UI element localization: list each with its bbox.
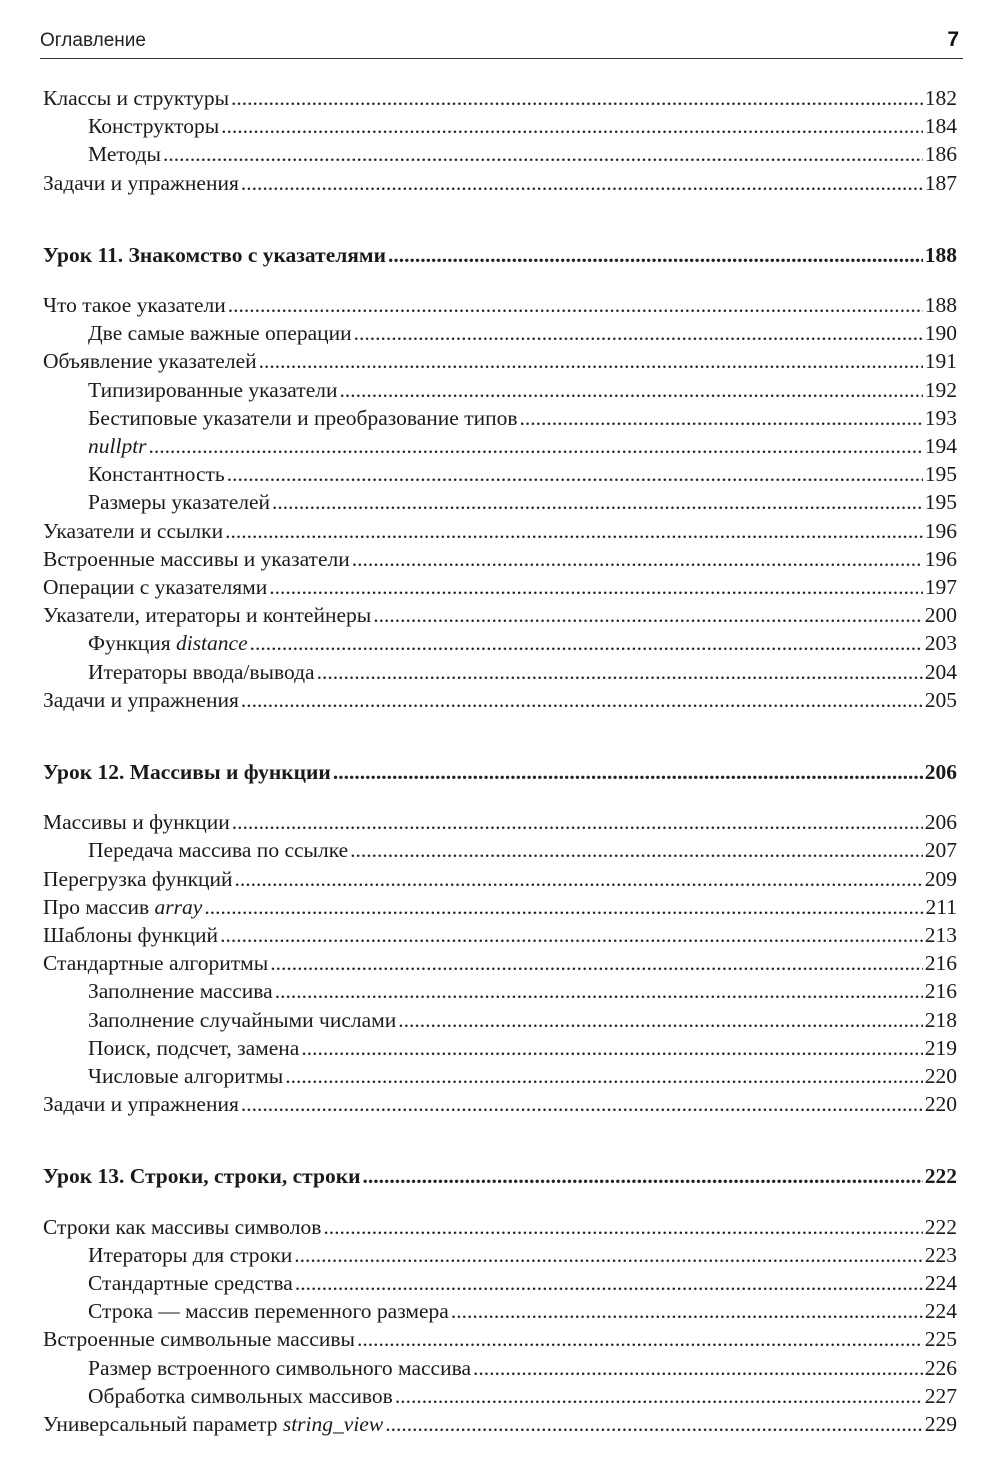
- toc-entry-title: [43, 545, 350, 573]
- toc-entry-text: Перегрузка функций: [43, 866, 233, 891]
- toc-entry-text: Указатели и ссылки: [43, 518, 224, 543]
- toc-entry: [43, 893, 957, 921]
- toc-chapter: [43, 1162, 957, 1190]
- toc-entry-text: Конструкторы: [88, 114, 220, 139]
- dot-leader: [395, 1382, 923, 1410]
- toc-entry-title: [88, 1297, 449, 1325]
- dot-leader: [451, 1297, 923, 1325]
- toc-page-number: 211: [925, 894, 957, 919]
- toc-page-number: 204: [924, 659, 957, 684]
- toc-entry-title: [43, 573, 267, 601]
- toc-entry-text: Поиск, подсчет, замена: [88, 1035, 300, 1060]
- toc-entry-text: Про массив: [43, 894, 155, 919]
- toc-entry-text: Операции с указателями: [43, 575, 268, 599]
- toc-entry: [88, 1382, 957, 1410]
- toc-entry-title: [43, 1410, 383, 1438]
- toc-page-number: 227: [924, 1383, 957, 1408]
- toc-page-number: 196: [924, 518, 957, 543]
- toc-page-number: 200: [924, 603, 957, 628]
- toc-entry: [43, 545, 957, 573]
- toc-page-number: 213: [924, 923, 957, 947]
- toc-entry-text: Урок 11. Знакомство с указателями: [43, 242, 386, 267]
- toc-entry: [88, 1269, 957, 1297]
- toc-page-number: 207: [924, 838, 957, 863]
- toc-entry: [88, 319, 957, 347]
- dot-leader: [204, 893, 923, 921]
- toc-entry-text: Урок 13. Строки, строки, строки: [43, 1164, 361, 1189]
- toc-entry-text: Итераторы ввода/вывода: [88, 659, 315, 684]
- dot-leader: [163, 140, 923, 168]
- toc-page-number: 195: [924, 490, 957, 515]
- toc-entry-text: Что такое указатели: [43, 293, 226, 317]
- toc-entry: [43, 347, 957, 375]
- toc-chapter: [43, 241, 957, 269]
- toc-page-number: 187: [924, 170, 957, 195]
- toc-entry-title: [43, 686, 239, 714]
- toc-entry-title: [88, 460, 225, 488]
- toc-page-number: 225: [924, 1327, 957, 1352]
- toc-entry: [88, 140, 957, 168]
- toc-page-number: 196: [924, 546, 957, 571]
- toc-entry-title: [88, 404, 518, 432]
- toc-entry: [43, 601, 957, 629]
- toc-entry-title: [88, 1062, 283, 1090]
- toc-page-number: 219: [924, 1035, 957, 1060]
- toc-page-number: 220: [924, 1092, 957, 1117]
- dot-leader: [385, 1410, 923, 1438]
- toc-entry-title: [88, 1354, 471, 1382]
- toc-entry: [88, 658, 957, 686]
- toc-entry-title: [88, 658, 315, 686]
- toc-page-number: 205: [924, 687, 957, 712]
- toc-entry-text: Обработка символьных массивов: [88, 1383, 393, 1408]
- dot-leader: [272, 488, 923, 516]
- toc-entry: [88, 1354, 957, 1382]
- toc-entry: [88, 1297, 957, 1325]
- toc-entry-title: [43, 865, 233, 893]
- dot-leader: [227, 460, 923, 488]
- toc-entry-text: Строка — массив переменного размера: [88, 1299, 449, 1324]
- toc-entry-title: [43, 921, 218, 949]
- toc-entry-text: Встроенные символьные массивы: [43, 1327, 355, 1352]
- toc-entry-title: [43, 949, 268, 977]
- toc-entry-title: [43, 808, 230, 836]
- toc-entry-title: [88, 488, 270, 516]
- toc-entry-title: [88, 432, 147, 460]
- toc-entry-text: Объявление указателей: [43, 349, 257, 374]
- toc-entry: [43, 808, 957, 836]
- toc-entry: [88, 376, 957, 404]
- toc-entry-title: [43, 517, 223, 545]
- dot-leader: [250, 629, 923, 657]
- toc-page-number: 191: [924, 349, 957, 374]
- dot-leader: [285, 1062, 923, 1090]
- toc-entry-code-term: distance: [175, 631, 248, 656]
- toc-entry-title: [88, 1034, 299, 1062]
- dot-leader: [241, 169, 923, 197]
- dot-leader: [352, 545, 923, 573]
- toc-page-number: 206: [924, 810, 957, 835]
- toc-entry-title: [43, 84, 229, 112]
- toc-entry: [88, 629, 957, 657]
- dot-leader: [350, 836, 923, 864]
- page-number: 7: [947, 28, 959, 51]
- running-header: [40, 26, 963, 59]
- toc-page-number: 218: [924, 1007, 957, 1032]
- toc-entry-text: Указатели, итераторы и контейнеры: [43, 603, 372, 628]
- toc-entry-title: [88, 629, 248, 657]
- toc-entry: [88, 488, 957, 516]
- toc-entry: [43, 1090, 957, 1118]
- toc-entry: [88, 1006, 957, 1034]
- toc-entry-text: Шаблоны функций: [43, 923, 219, 947]
- dot-leader: [333, 758, 923, 786]
- toc-page-number: 226: [924, 1355, 957, 1380]
- toc-entry: [43, 865, 957, 893]
- dot-leader: [231, 84, 923, 112]
- toc-entry-code-term: nullptr: [88, 434, 147, 458]
- toc-page-number: 190: [924, 321, 957, 346]
- toc-entry-text: Задачи и упражнения: [43, 687, 239, 712]
- toc-page-number: 216: [924, 951, 957, 976]
- toc-entry-text: Задачи и упражнения: [43, 170, 239, 195]
- toc-entry-title: [43, 1325, 355, 1353]
- toc-entry-text: Классы и структуры: [43, 86, 230, 110]
- toc-page-number: 188: [924, 293, 957, 317]
- dot-leader: [295, 1269, 923, 1297]
- toc-entry: [43, 1213, 957, 1241]
- toc-entry-title: [88, 376, 337, 404]
- toc-page-number: 206: [924, 760, 957, 784]
- dot-leader: [241, 686, 923, 714]
- dot-leader: [388, 241, 923, 269]
- dot-leader: [235, 865, 923, 893]
- toc-entry-title: [43, 758, 331, 786]
- toc-entry-text: Итераторы для строки: [88, 1242, 293, 1267]
- toc-page-number: 188: [924, 242, 957, 267]
- toc-entry: [88, 1241, 957, 1269]
- toc-entry-title: [88, 112, 219, 140]
- dot-leader: [362, 1162, 922, 1190]
- toc-page-number: 194: [924, 434, 957, 458]
- toc-entry-text: Передача массива по ссылке: [88, 838, 349, 863]
- toc-entry-text: Задачи и упражнения: [43, 1092, 239, 1117]
- toc-entry-text: Функция: [88, 631, 176, 656]
- dot-leader: [373, 601, 923, 629]
- toc-entry: [43, 169, 957, 197]
- toc-entry-title: [88, 836, 348, 864]
- toc-entry: [43, 686, 957, 714]
- toc-entry-title: [88, 1382, 393, 1410]
- toc-page-number: 197: [924, 575, 957, 599]
- dot-leader: [232, 808, 923, 836]
- toc-page-number: 193: [924, 405, 957, 430]
- toc-page-number: 182: [924, 86, 957, 110]
- toc-entry-title: [43, 1213, 321, 1241]
- toc-entry-title: [88, 140, 161, 168]
- toc-entry-title: [43, 347, 257, 375]
- toc-entry-text: Встроенные массивы и указатели: [43, 546, 350, 571]
- toc-entry: [88, 977, 957, 1005]
- dot-leader: [269, 573, 923, 601]
- toc-entry: [88, 112, 957, 140]
- toc-entry-title: [43, 1090, 239, 1118]
- toc-page-number: 216: [924, 979, 957, 1004]
- dot-leader: [220, 921, 923, 949]
- toc-entry: [88, 1062, 957, 1090]
- dot-leader: [270, 949, 923, 977]
- toc-page-number: 222: [924, 1164, 957, 1189]
- toc-entry-text: Размеры указателей: [88, 490, 271, 515]
- dot-leader: [520, 404, 923, 432]
- toc-page-number: 220: [924, 1064, 957, 1088]
- dot-leader: [149, 432, 923, 460]
- dot-leader: [323, 1213, 922, 1241]
- toc-entry: [43, 84, 957, 112]
- dot-leader: [221, 112, 923, 140]
- header-title: Оглавление: [40, 30, 146, 51]
- toc-entry-text: Урок 12. Массивы и функции: [43, 760, 331, 784]
- toc-entry-title: [43, 291, 226, 319]
- toc-page-number: 203: [924, 631, 957, 656]
- toc-entry: [88, 836, 957, 864]
- toc-entry: [88, 432, 957, 460]
- toc-entry-text: Бестиповые указатели и преобразование типов: [88, 405, 518, 430]
- toc-entry-text: Строки как массивы символов: [43, 1214, 322, 1239]
- dot-leader: [398, 1006, 922, 1034]
- toc-entry-text: Две самые важные операции: [88, 321, 352, 346]
- toc-entry-code-term: string_view: [282, 1412, 384, 1436]
- dot-leader: [473, 1354, 923, 1382]
- toc-entry: [88, 460, 957, 488]
- dot-leader: [228, 291, 923, 319]
- toc-entry: [88, 404, 957, 432]
- toc-entry-title: [88, 1241, 292, 1269]
- toc-entry-text: Методы: [88, 142, 162, 167]
- toc-entry-text: Заполнение случайными числами: [88, 1007, 397, 1032]
- toc-entry-title: [88, 1269, 293, 1297]
- toc-entry-text: Стандартные алгоритмы: [43, 951, 269, 976]
- toc-entry-text: Типизированные указатели: [88, 377, 338, 402]
- dot-leader: [259, 347, 923, 375]
- toc-entry-title: [43, 601, 371, 629]
- toc-entry-title: [88, 1006, 396, 1034]
- toc-page-number: 186: [924, 142, 957, 167]
- toc-page-number: 192: [924, 377, 957, 402]
- toc-entry-title: [43, 241, 386, 269]
- toc-page-number: 222: [924, 1214, 957, 1239]
- toc-entry-text: Универсальный параметр: [43, 1412, 283, 1436]
- dot-leader: [241, 1090, 923, 1118]
- dot-leader: [294, 1241, 923, 1269]
- toc-entry: [43, 921, 957, 949]
- toc-entry-text: Стандартные средства: [88, 1271, 293, 1295]
- toc-entry: [43, 949, 957, 977]
- toc-page-number: 223: [924, 1242, 957, 1267]
- toc-page-number: 224: [924, 1299, 957, 1324]
- toc-entry-text: Числовые алгоритмы: [88, 1064, 284, 1088]
- toc-entry-text: Размер встроенного символьного массива: [88, 1355, 471, 1380]
- toc-entry: [43, 573, 957, 601]
- toc-page-number: 195: [924, 462, 957, 487]
- toc-page-number: 209: [924, 866, 957, 891]
- toc-entry: [43, 291, 957, 319]
- toc-entry-title: [43, 893, 202, 921]
- toc-entry: [43, 1325, 957, 1353]
- toc-entry-title: [88, 977, 273, 1005]
- dot-leader: [339, 376, 922, 404]
- toc-entry: [43, 517, 957, 545]
- toc-entry-title: [43, 169, 239, 197]
- dot-leader: [225, 517, 923, 545]
- toc-entry: [43, 1410, 957, 1438]
- toc-page-number: 184: [924, 114, 957, 139]
- dot-leader: [275, 977, 923, 1005]
- toc-entry: [88, 1034, 957, 1062]
- dot-leader: [317, 658, 923, 686]
- dot-leader: [357, 1325, 923, 1353]
- toc-entry-title: [88, 319, 352, 347]
- dot-leader: [354, 319, 923, 347]
- toc-entry-title: [43, 1162, 360, 1190]
- toc-page-number: 224: [924, 1271, 957, 1295]
- toc-entry-code-term: array: [154, 894, 203, 919]
- toc-chapter: [43, 758, 957, 786]
- toc-page-number: 229: [924, 1412, 957, 1436]
- toc-entry-text: Константность: [88, 462, 225, 487]
- toc-entry-text: Заполнение массива: [88, 979, 273, 1004]
- toc-entry-text: Массивы и функции: [43, 810, 230, 835]
- dot-leader: [301, 1034, 922, 1062]
